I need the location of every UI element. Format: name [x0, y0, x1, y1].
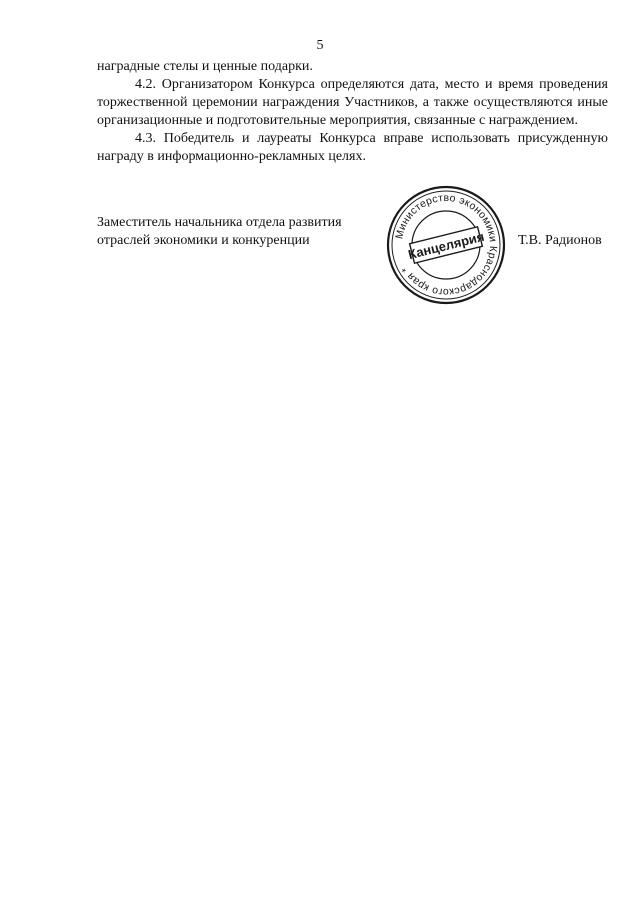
paragraph-4-3: 4.3. Победитель и лауреаты Конкурса вправе использовать присужденную награду в информационно-рекламных целях. — [97, 131, 608, 164]
stamp-seal-icon — [384, 183, 508, 307]
stamp-center-text: Канцелярия — [406, 228, 486, 263]
signatory-name: Т.В. Радионов — [518, 233, 602, 248]
paragraph-4-2: 4.2. Организатором Конкурса определяются дата, место и время проведения торжественной церемонии награждения Участников, а также осуществляются иные организационные и подготовительные мероприятия, связанные с награждением. — [97, 77, 608, 128]
stamp-ring-text: Министерство экономики Краснодарского края * — [393, 191, 500, 299]
signatory-position-line-1: Заместитель начальника отдела развития — [97, 215, 342, 230]
document-body — [97, 58, 608, 166]
page-number: 5 — [316, 38, 324, 53]
office-stamp — [384, 183, 508, 307]
paragraph-continuation: наградные стелы и ценные подарки. — [97, 59, 313, 74]
signatory-position-line-2: отраслей экономики и конкуренции — [97, 233, 310, 248]
signatory-position — [97, 214, 342, 250]
